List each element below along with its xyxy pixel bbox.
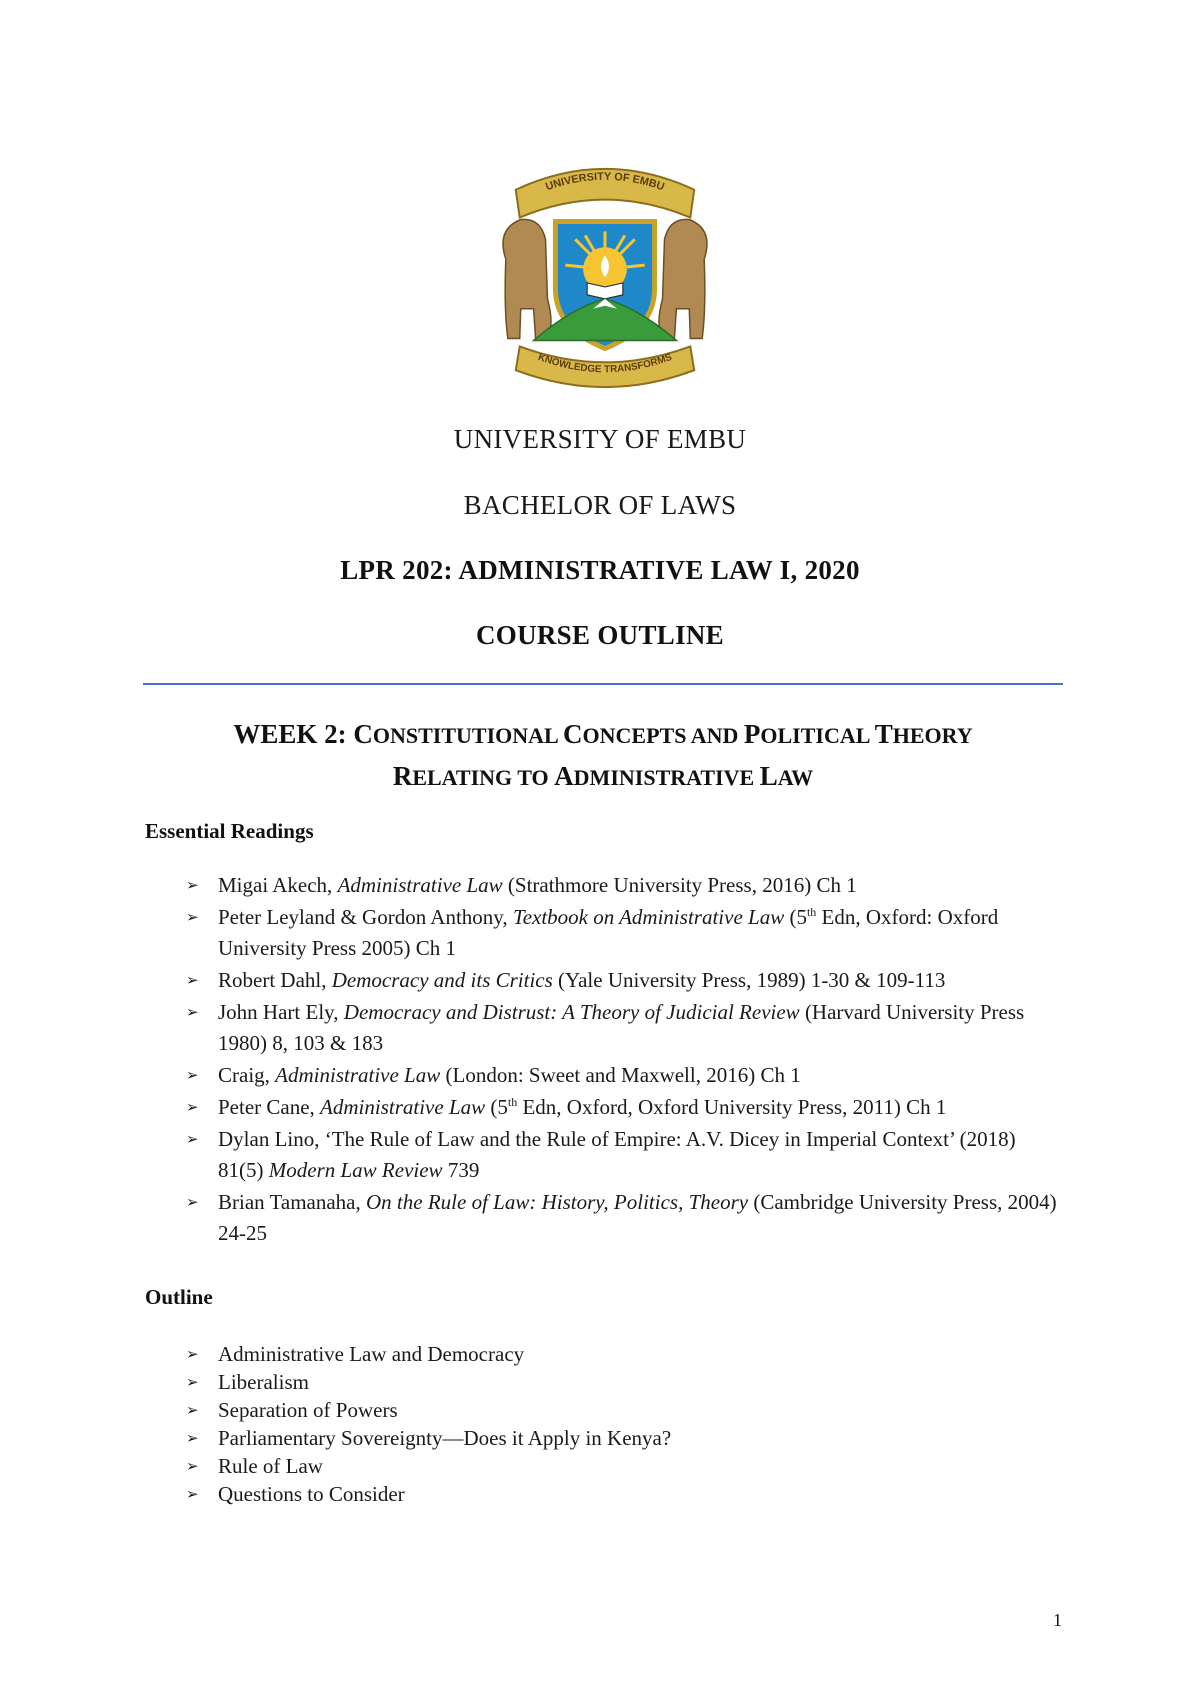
university-crest-logo <box>484 160 726 398</box>
outline-item <box>186 1340 1066 1368</box>
reading-title: Textbook on Administrative Law <box>512 905 785 929</box>
page-number: 1 <box>1053 1610 1062 1630</box>
outline-item <box>186 1480 1066 1508</box>
week-rest: AW <box>777 765 814 790</box>
crest-bottom-text: KNOWLEDGE TRANSFORMS <box>536 351 674 376</box>
programme-name: BACHELOR OF LAWS <box>463 490 737 520</box>
document-title: COURSE OUTLINE <box>475 620 724 650</box>
arrow-bullet-icon: ➢ <box>186 876 199 894</box>
reading-details: (5 <box>784 905 807 929</box>
title-divider <box>143 683 1063 685</box>
readings-list <box>186 870 1066 1250</box>
week-cap: R <box>392 761 413 791</box>
reading-author: Brian Tamanaha, <box>218 1190 367 1214</box>
reading-title: Administrative Law <box>275 1063 441 1087</box>
arrow-bullet-icon: ➢ <box>186 1193 199 1211</box>
outline-heading: Outline <box>145 1285 213 1309</box>
reading-details-cont: Edn, Oxford: Oxford University Press 2005) Ch 1 <box>218 905 999 960</box>
arrow-bullet-icon: ➢ <box>186 1401 199 1419</box>
outline-item-label: Liberalism <box>218 1370 309 1394</box>
reading-author: Peter Cane, <box>218 1095 321 1119</box>
reading-item <box>186 902 1066 964</box>
week-cap: L <box>759 761 778 791</box>
reading-item <box>186 1060 1066 1091</box>
essential-readings-heading: Essential Readings <box>145 819 314 843</box>
arrow-bullet-icon: ➢ <box>186 1130 199 1148</box>
week-cap: A <box>554 761 574 791</box>
week-cap: C <box>563 719 583 749</box>
week-heading-line-1 <box>143 714 1063 756</box>
reading-title: Democracy and Distrust: A Theory of Judicial Review <box>343 1000 800 1024</box>
week-rest: DMINISTRATIVE <box>573 765 760 790</box>
outline-item-label: Rule of Law <box>218 1454 323 1478</box>
outline-item <box>186 1424 1066 1452</box>
outline-item <box>186 1396 1066 1424</box>
reading-author: John Hart Ely, <box>218 1000 344 1024</box>
reading-author: Craig, <box>218 1063 276 1087</box>
week-rest: ONCEPTS AND <box>582 723 744 748</box>
arrow-bullet-icon: ➢ <box>186 1003 199 1021</box>
arrow-bullet-icon: ➢ <box>186 1345 199 1363</box>
week-heading <box>143 714 1063 798</box>
arrow-bullet-icon: ➢ <box>186 1429 199 1447</box>
week-prefix: WEEK 2: <box>233 719 354 749</box>
outline-item-label: Separation of Powers <box>218 1398 398 1422</box>
reading-title: Administrative Law <box>337 873 503 897</box>
reading-details: (Yale University Press, 1989) 1-30 & 109-113 <box>552 968 946 992</box>
reading-author: Robert Dahl, <box>218 968 332 992</box>
reading-title: Modern Law Review <box>268 1158 443 1182</box>
crest-top-text: UNIVERSITY OF EMBU <box>544 170 666 194</box>
reading-author: Peter Leyland & Gordon Anthony, <box>218 905 513 929</box>
outline-item-label: Questions to Consider <box>218 1482 405 1506</box>
outline-list <box>186 1340 1066 1508</box>
arrow-bullet-icon: ➢ <box>186 1066 199 1084</box>
reading-details: (London: Sweet and Maxwell, 2016) Ch 1 <box>440 1063 801 1087</box>
reading-item <box>186 1092 1066 1123</box>
week-cap: P <box>743 719 761 749</box>
reading-details: (Harvard University Press 1980) 8, 103 & 183 <box>218 1000 1025 1055</box>
course-title: LPR 202: ADMINISTRATIVE LAW I, 2020 <box>340 555 860 585</box>
arrow-bullet-icon: ➢ <box>186 1457 199 1475</box>
reading-item <box>186 965 1066 996</box>
reading-author: Migai Akech, <box>218 873 338 897</box>
outline-item <box>186 1452 1066 1480</box>
reading-details: 739 <box>442 1158 480 1182</box>
arrow-bullet-icon: ➢ <box>186 1098 199 1116</box>
week-cap: C <box>353 719 373 749</box>
outline-item <box>186 1368 1066 1396</box>
reading-item <box>186 1187 1066 1249</box>
university-name: UNIVERSITY OF EMBU <box>453 424 747 454</box>
week-rest: HEORY <box>892 723 973 748</box>
reading-item <box>186 997 1066 1059</box>
reading-item <box>186 1124 1066 1186</box>
reading-details: (Strathmore University Press, 2016) Ch 1 <box>502 873 857 897</box>
arrow-bullet-icon: ➢ <box>186 971 199 989</box>
arrow-bullet-icon: ➢ <box>186 908 199 926</box>
reading-details: (Cambridge University Press, 2004) 24-25 <box>218 1190 1057 1245</box>
reading-ordinal: th <box>806 905 817 919</box>
reading-details: (5 <box>485 1095 508 1119</box>
arrow-bullet-icon: ➢ <box>186 1485 199 1503</box>
reading-item <box>186 870 1066 901</box>
week-cap: T <box>874 719 893 749</box>
outline-item-label: Administrative Law and Democracy <box>218 1342 525 1366</box>
reading-ordinal: th <box>507 1095 518 1109</box>
reading-title: On the Rule of Law: History, Politics, Theory <box>366 1190 749 1214</box>
outline-item-label: Parliamentary Sovereignty—Does it Apply in Kenya? <box>218 1426 672 1450</box>
reading-title: Democracy and its Critics <box>331 968 553 992</box>
reading-details-cont: Edn, Oxford, Oxford University Press, 2011) Ch 1 <box>517 1095 947 1119</box>
reading-title: Administrative Law <box>320 1095 486 1119</box>
week-rest: ONSTITUTIONAL <box>372 723 564 748</box>
arrow-bullet-icon: ➢ <box>186 1373 199 1391</box>
week-rest: ELATING TO <box>412 765 555 790</box>
week-heading-line-2 <box>143 756 1063 798</box>
reading-author: Dylan Lino, ‘The Rule of Law and the Rule of Empire: A.V. Dicey in Imperial Context’ (2018) 81(5) <box>218 1127 1016 1182</box>
week-rest: OLITICAL <box>760 723 875 748</box>
